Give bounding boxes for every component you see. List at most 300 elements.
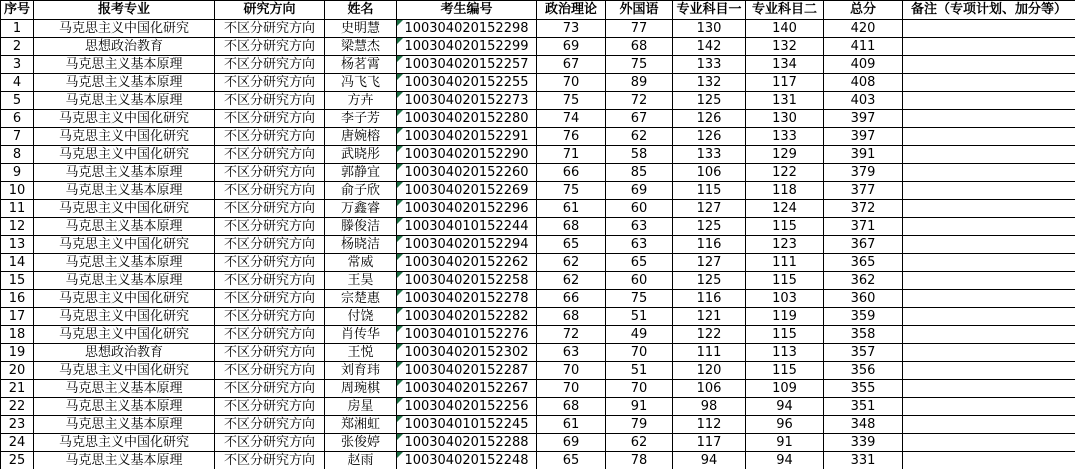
col-header-foreign[interactable]: 外国语 [606,1,673,20]
col-header-major[interactable]: 报考专业 [34,1,215,20]
cell-direction[interactable]: 不区分研究方向 [215,254,325,272]
cell-subject2[interactable]: 122 [746,164,824,182]
cell-politics[interactable]: 74 [537,110,606,128]
cell-major[interactable]: 马克思主义基本原理 [34,56,215,74]
cell-name[interactable]: 史明慧 [325,20,397,38]
cell-index[interactable]: 19 [1,344,34,362]
cell-index[interactable]: 20 [1,362,34,380]
cell-total[interactable]: 391 [824,146,903,164]
cell-index[interactable]: 14 [1,254,34,272]
cell-remark[interactable] [903,308,1075,326]
col-header-index[interactable]: 序号 [1,1,34,20]
cell-subject2[interactable]: 115 [746,218,824,236]
table-row [1,398,1075,416]
cell-index[interactable]: 13 [1,236,34,254]
cell-politics[interactable]: 65 [537,236,606,254]
cell-politics[interactable]: 61 [537,200,606,218]
cell-name[interactable]: 张俊婷 [325,434,397,452]
cell-name[interactable]: 房星 [325,398,397,416]
cell-name[interactable]: 武晓彤 [325,146,397,164]
col-header-politics[interactable]: 政治理论 [537,1,606,20]
cell-subject2[interactable]: 132 [746,38,824,56]
cell-remark[interactable] [903,254,1075,272]
cell-politics[interactable]: 67 [537,56,606,74]
cell-index[interactable]: 10 [1,182,34,200]
cell-candidate_no[interactable]: 100304020152278 [397,290,537,308]
cell-name[interactable]: 杨晓洁 [325,236,397,254]
cell-direction[interactable]: 不区分研究方向 [215,218,325,236]
cell-remark[interactable] [903,290,1075,308]
cell-total[interactable]: 409 [824,56,903,74]
cell-name[interactable]: 王悦 [325,344,397,362]
cell-direction[interactable]: 不区分研究方向 [215,110,325,128]
cell-politics[interactable]: 66 [537,290,606,308]
cell-name[interactable]: 常威 [325,254,397,272]
cell-direction[interactable]: 不区分研究方向 [215,452,325,469]
cell-subject2[interactable]: 91 [746,434,824,452]
cell-politics[interactable]: 63 [537,344,606,362]
text-format-flag-icon [397,254,403,260]
cell-name[interactable]: 方卉 [325,92,397,110]
cell-politics[interactable]: 70 [537,362,606,380]
cell-foreign[interactable]: 77 [606,20,673,38]
cell-direction[interactable]: 不区分研究方向 [215,236,325,254]
cell-index[interactable]: 5 [1,92,34,110]
cell-remark[interactable] [903,128,1075,146]
table-row [1,254,1075,272]
cell-subject1[interactable]: 112 [673,416,746,434]
cell-foreign[interactable]: 65 [606,254,673,272]
cell-subject2[interactable]: 119 [746,308,824,326]
cell-politics[interactable]: 75 [537,182,606,200]
col-header-remark[interactable]: 备注（专项计划、加分等） [903,1,1075,20]
cell-candidate_no[interactable]: 100304010152245 [397,416,537,434]
cell-direction[interactable]: 不区分研究方向 [215,200,325,218]
cell-direction[interactable]: 不区分研究方向 [215,326,325,344]
cell-total[interactable]: 339 [824,434,903,452]
cell-subject2[interactable]: 117 [746,74,824,92]
cell-foreign[interactable]: 63 [606,218,673,236]
cell-direction[interactable]: 不区分研究方向 [215,38,325,56]
cell-remark[interactable] [903,92,1075,110]
cell-subject1[interactable]: 115 [673,182,746,200]
cell-total[interactable]: 397 [824,128,903,146]
cell-name[interactable]: 肖传华 [325,326,397,344]
cell-subject1[interactable]: 133 [673,56,746,74]
cell-subject1[interactable]: 117 [673,434,746,452]
cell-remark[interactable] [903,452,1075,469]
cell-index[interactable]: 7 [1,128,34,146]
cell-foreign[interactable]: 69 [606,182,673,200]
cell-subject2[interactable]: 130 [746,110,824,128]
cell-major[interactable]: 马克思主义中国化研究 [34,362,215,380]
table-row [1,326,1075,344]
cell-foreign[interactable]: 78 [606,452,673,469]
cell-politics[interactable]: 76 [537,128,606,146]
cell-remark[interactable] [903,326,1075,344]
cell-foreign[interactable]: 49 [606,326,673,344]
cell-candidate_no[interactable]: 100304020152256 [397,398,537,416]
cell-name[interactable]: 赵雨 [325,452,397,469]
cell-foreign[interactable]: 75 [606,290,673,308]
col-header-direction[interactable]: 研究方向 [215,1,325,20]
cell-direction[interactable]: 不区分研究方向 [215,146,325,164]
cell-major[interactable]: 马克思主义中国化研究 [34,128,215,146]
cell-candidate_no[interactable]: 100304020152296 [397,200,537,218]
cell-subject2[interactable]: 115 [746,326,824,344]
cell-subject1[interactable]: 116 [673,236,746,254]
cell-major[interactable]: 马克思主义中国化研究 [34,290,215,308]
cell-foreign[interactable]: 68 [606,38,673,56]
cell-major[interactable]: 马克思主义中国化研究 [34,326,215,344]
cell-subject1[interactable]: 116 [673,290,746,308]
cell-subject1[interactable]: 125 [673,272,746,290]
cell-total[interactable]: 358 [824,326,903,344]
cell-subject1[interactable]: 125 [673,92,746,110]
col-header-candidate-no[interactable]: 考生编号 [397,1,537,20]
cell-candidate_no[interactable]: 100304020152294 [397,236,537,254]
cell-index[interactable]: 8 [1,146,34,164]
cell-major[interactable]: 马克思主义中国化研究 [34,20,215,38]
cell-subject2[interactable]: 113 [746,344,824,362]
cell-subject2[interactable]: 140 [746,20,824,38]
cell-remark[interactable] [903,110,1075,128]
cell-candidate_no[interactable]: 100304020152260 [397,164,537,182]
cell-subject1[interactable]: 126 [673,110,746,128]
cell-candidate_no[interactable]: 100304010152276 [397,326,537,344]
cell-subject2[interactable]: 133 [746,128,824,146]
table-row [1,434,1075,452]
cell-name[interactable]: 唐婉榕 [325,128,397,146]
text-format-flag-icon [397,416,403,422]
cell-candidate_no[interactable]: 100304020152299 [397,38,537,56]
cell-candidate_no[interactable]: 100304020152282 [397,308,537,326]
cell-total[interactable]: 411 [824,38,903,56]
cell-total[interactable]: 357 [824,344,903,362]
cell-candidate_no[interactable]: 100304020152302 [397,344,537,362]
cell-index[interactable]: 22 [1,398,34,416]
cell-remark[interactable] [903,362,1075,380]
cell-name[interactable]: 王昊 [325,272,397,290]
cell-subject1[interactable]: 133 [673,146,746,164]
cell-subject2[interactable]: 134 [746,56,824,74]
cell-candidate_no[interactable]: 100304020152291 [397,128,537,146]
cell-index[interactable]: 6 [1,110,34,128]
cell-index[interactable]: 1 [1,20,34,38]
cell-politics[interactable]: 70 [537,380,606,398]
cell-index[interactable]: 9 [1,164,34,182]
table-row [1,128,1075,146]
cell-politics[interactable]: 68 [537,218,606,236]
cell-major[interactable]: 马克思主义基本原理 [34,380,215,398]
cell-subject1[interactable]: 127 [673,254,746,272]
cell-direction[interactable]: 不区分研究方向 [215,290,325,308]
cell-index[interactable]: 18 [1,326,34,344]
cell-candidate_no[interactable]: 100304020152267 [397,380,537,398]
cell-remark[interactable] [903,416,1075,434]
cell-subject2[interactable]: 131 [746,92,824,110]
cell-politics[interactable]: 68 [537,398,606,416]
cell-foreign[interactable]: 51 [606,362,673,380]
cell-remark[interactable] [903,398,1075,416]
cell-politics[interactable]: 73 [537,20,606,38]
cell-subject2[interactable]: 115 [746,272,824,290]
text-format-flag-icon [397,290,403,296]
cell-remark[interactable] [903,38,1075,56]
cell-direction[interactable]: 不区分研究方向 [215,362,325,380]
cell-name[interactable]: 李子芳 [325,110,397,128]
cell-index[interactable]: 21 [1,380,34,398]
text-format-flag-icon [397,398,403,404]
cell-major[interactable]: 马克思主义中国化研究 [34,308,215,326]
cell-total[interactable]: 379 [824,164,903,182]
cell-major[interactable]: 马克思主义基本原理 [34,164,215,182]
cell-candidate_no[interactable]: 100304020152269 [397,182,537,200]
cell-total[interactable]: 351 [824,398,903,416]
cell-index[interactable]: 24 [1,434,34,452]
cell-candidate_no[interactable]: 100304020152262 [397,254,537,272]
cell-index[interactable]: 25 [1,452,34,469]
cell-index[interactable]: 3 [1,56,34,74]
cell-total[interactable]: 362 [824,272,903,290]
col-header-subject2[interactable]: 专业科目二 [746,1,824,20]
cell-index[interactable]: 4 [1,74,34,92]
cell-total[interactable]: 360 [824,290,903,308]
cell-foreign[interactable]: 51 [606,308,673,326]
cell-subject1[interactable]: 94 [673,452,746,469]
cell-remark[interactable] [903,236,1075,254]
cell-name[interactable]: 万鑫睿 [325,200,397,218]
cell-direction[interactable]: 不区分研究方向 [215,92,325,110]
cell-total[interactable]: 331 [824,452,903,469]
cell-name[interactable]: 滕俊洁 [325,218,397,236]
text-format-flag-icon [397,308,403,314]
cell-politics[interactable]: 75 [537,92,606,110]
cell-politics[interactable]: 69 [537,434,606,452]
cell-remark[interactable] [903,434,1075,452]
cell-foreign[interactable]: 67 [606,110,673,128]
cell-candidate_no[interactable]: 100304020152273 [397,92,537,110]
cell-name[interactable]: 付饶 [325,308,397,326]
cell-direction[interactable]: 不区分研究方向 [215,308,325,326]
cell-foreign[interactable]: 72 [606,92,673,110]
cell-name[interactable]: 梁慧杰 [325,38,397,56]
cell-foreign[interactable]: 70 [606,380,673,398]
cell-direction[interactable]: 不区分研究方向 [215,128,325,146]
table-row [1,272,1075,290]
cell-politics[interactable]: 69 [537,38,606,56]
cell-politics[interactable]: 71 [537,146,606,164]
cell-total[interactable]: 408 [824,74,903,92]
cell-major[interactable]: 思想政治教育 [34,344,215,362]
cell-subject1[interactable]: 125 [673,218,746,236]
cell-foreign[interactable]: 62 [606,128,673,146]
cell-total[interactable]: 367 [824,236,903,254]
cell-major[interactable]: 马克思主义基本原理 [34,254,215,272]
cell-subject2[interactable]: 109 [746,380,824,398]
cell-major[interactable]: 思想政治教育 [34,38,215,56]
cell-remark[interactable] [903,218,1075,236]
cell-subject2[interactable]: 94 [746,452,824,469]
cell-direction[interactable]: 不区分研究方向 [215,416,325,434]
cell-name[interactable]: 宗楚惠 [325,290,397,308]
cell-major[interactable]: 马克思主义基本原理 [34,416,215,434]
cell-major[interactable]: 马克思主义中国化研究 [34,110,215,128]
cell-name[interactable]: 郑湘虹 [325,416,397,434]
cell-index[interactable]: 17 [1,308,34,326]
cell-major[interactable]: 马克思主义中国化研究 [34,146,215,164]
cell-major[interactable]: 马克思主义基本原理 [34,398,215,416]
cell-name[interactable]: 郭静宜 [325,164,397,182]
cell-candidate_no[interactable]: 100304020152255 [397,74,537,92]
cell-direction[interactable]: 不区分研究方向 [215,380,325,398]
cell-subject1[interactable]: 106 [673,164,746,182]
cell-name[interactable]: 周琬棋 [325,380,397,398]
cell-candidate_no[interactable]: 100304020152290 [397,146,537,164]
cell-politics[interactable]: 68 [537,308,606,326]
cell-subject2[interactable]: 96 [746,416,824,434]
cell-total[interactable]: 356 [824,362,903,380]
cell-total[interactable]: 365 [824,254,903,272]
cell-direction[interactable]: 不区分研究方向 [215,398,325,416]
cell-candidate_no[interactable]: 100304020152288 [397,434,537,452]
cell-total[interactable]: 355 [824,380,903,398]
cell-politics[interactable]: 65 [537,452,606,469]
cell-total[interactable]: 371 [824,218,903,236]
cell-subject1[interactable]: 121 [673,308,746,326]
cell-direction[interactable]: 不区分研究方向 [215,20,325,38]
cell-subject1[interactable]: 98 [673,398,746,416]
cell-foreign[interactable]: 60 [606,200,673,218]
cell-candidate_no[interactable]: 100304020152280 [397,110,537,128]
cell-remark[interactable] [903,200,1075,218]
cell-index[interactable]: 11 [1,200,34,218]
col-header-total[interactable]: 总分 [824,1,903,20]
cell-subject2[interactable]: 115 [746,362,824,380]
cell-direction[interactable]: 不区分研究方向 [215,56,325,74]
cell-total[interactable]: 377 [824,182,903,200]
cell-remark[interactable] [903,146,1075,164]
cell-foreign[interactable]: 75 [606,56,673,74]
cell-foreign[interactable]: 63 [606,236,673,254]
cell-major[interactable]: 马克思主义中国化研究 [34,434,215,452]
cell-politics[interactable]: 62 [537,254,606,272]
cell-total[interactable]: 348 [824,416,903,434]
cell-foreign[interactable]: 62 [606,434,673,452]
cell-subject1[interactable]: 106 [673,380,746,398]
col-header-subject1[interactable]: 专业科目一 [673,1,746,20]
cell-remark[interactable] [903,74,1075,92]
cell-candidate_no[interactable]: 100304020152257 [397,56,537,74]
cell-candidate_no[interactable]: 100304020152248 [397,452,537,469]
cell-total[interactable]: 420 [824,20,903,38]
cell-subject1[interactable]: 132 [673,74,746,92]
cell-foreign[interactable]: 85 [606,164,673,182]
cell-subject2[interactable]: 94 [746,398,824,416]
cell-direction[interactable]: 不区分研究方向 [215,74,325,92]
cell-foreign[interactable]: 79 [606,416,673,434]
cell-subject2[interactable]: 129 [746,146,824,164]
cell-subject2[interactable]: 123 [746,236,824,254]
cell-major[interactable]: 马克思主义中国化研究 [34,200,215,218]
cell-candidate_no[interactable]: 100304020152298 [397,20,537,38]
cell-subject1[interactable]: 126 [673,128,746,146]
cell-total[interactable]: 397 [824,110,903,128]
cell-politics[interactable]: 61 [537,416,606,434]
cell-index[interactable]: 12 [1,218,34,236]
cell-foreign[interactable]: 91 [606,398,673,416]
cell-major[interactable]: 马克思主义基本原理 [34,74,215,92]
cell-remark[interactable] [903,380,1075,398]
cell-subject1[interactable]: 120 [673,362,746,380]
cell-direction[interactable]: 不区分研究方向 [215,434,325,452]
cell-index[interactable]: 15 [1,272,34,290]
cell-politics[interactable]: 72 [537,326,606,344]
cell-candidate_no[interactable]: 100304020152287 [397,362,537,380]
cell-remark[interactable] [903,20,1075,38]
cell-candidate_no[interactable]: 100304010152244 [397,218,537,236]
cell-direction[interactable]: 不区分研究方向 [215,164,325,182]
cell-remark[interactable] [903,56,1075,74]
text-format-flag-icon [397,92,403,98]
cell-name[interactable]: 冯飞飞 [325,74,397,92]
text-format-flag-icon [397,380,403,386]
cell-subject2[interactable]: 111 [746,254,824,272]
cell-total[interactable]: 403 [824,92,903,110]
cell-subject1[interactable]: 142 [673,38,746,56]
cell-name[interactable]: 刘育玮 [325,362,397,380]
cell-major[interactable]: 马克思主义基本原理 [34,452,215,469]
cell-remark[interactable] [903,272,1075,290]
cell-direction[interactable]: 不区分研究方向 [215,272,325,290]
cell-major[interactable]: 马克思主义基本原理 [34,272,215,290]
cell-major[interactable]: 马克思主义中国化研究 [34,236,215,254]
cell-politics[interactable]: 66 [537,164,606,182]
cell-index[interactable]: 23 [1,416,34,434]
cell-major[interactable]: 马克思主义基本原理 [34,218,215,236]
cell-foreign[interactable]: 70 [606,344,673,362]
cell-index[interactable]: 2 [1,38,34,56]
cell-politics[interactable]: 62 [537,272,606,290]
cell-foreign[interactable]: 89 [606,74,673,92]
cell-subject2[interactable]: 103 [746,290,824,308]
col-header-name[interactable]: 姓名 [325,1,397,20]
cell-subject1[interactable]: 122 [673,326,746,344]
cell-subject2[interactable]: 118 [746,182,824,200]
cell-politics[interactable]: 70 [537,74,606,92]
cell-direction[interactable]: 不区分研究方向 [215,344,325,362]
table-row [1,74,1075,92]
cell-total[interactable]: 359 [824,308,903,326]
cell-direction[interactable]: 不区分研究方向 [215,182,325,200]
cell-major[interactable]: 马克思主义基本原理 [34,182,215,200]
cell-remark[interactable] [903,182,1075,200]
cell-name[interactable]: 杨茗霄 [325,56,397,74]
cell-subject1[interactable]: 130 [673,20,746,38]
cell-remark[interactable] [903,164,1075,182]
cell-candidate_no[interactable]: 100304020152258 [397,272,537,290]
cell-subject1[interactable]: 127 [673,200,746,218]
cell-name[interactable]: 俞子欣 [325,182,397,200]
cell-subject2[interactable]: 124 [746,200,824,218]
cell-index[interactable]: 16 [1,290,34,308]
cell-subject1[interactable]: 111 [673,344,746,362]
cell-foreign[interactable]: 60 [606,272,673,290]
cell-remark[interactable] [903,344,1075,362]
cell-major[interactable]: 马克思主义基本原理 [34,92,215,110]
cell-total[interactable]: 372 [824,200,903,218]
cell-foreign[interactable]: 58 [606,146,673,164]
